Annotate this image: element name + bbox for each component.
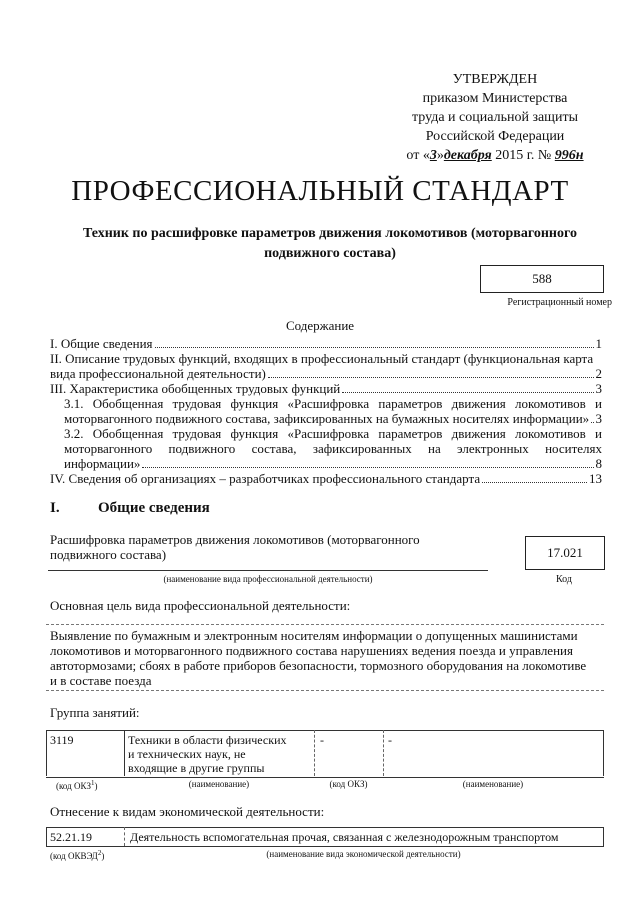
document-title: ПРОФЕССИОНАЛЬНЫЙ СТАНДАРТ: [71, 175, 569, 207]
activity-underline: [48, 570, 488, 571]
toc-page: 2: [595, 366, 602, 381]
toc: [50, 336, 602, 486]
okved-name: Деятельность вспомогательная прочая, связанная с железнодорожным транспортом: [130, 830, 559, 844]
okz-name-2: -: [388, 733, 392, 747]
handwritten-day: 3: [429, 148, 437, 163]
okz-code-2: -: [320, 733, 324, 747]
okz-code-1: 3119: [50, 733, 74, 747]
registration-number-box: 588: [480, 265, 604, 293]
section-title: Общие сведения: [98, 500, 210, 516]
toc-page: 3: [595, 381, 602, 396]
standard-subtitle: [50, 224, 610, 264]
date-year: 2015 г. №: [495, 148, 552, 163]
okz-name-caption: (наименование): [188, 779, 250, 789]
handwritten-number: 996н: [554, 148, 584, 163]
goal-bottom-border: [46, 690, 604, 691]
date-mid: »: [436, 148, 444, 163]
econ-label: Отнесение к видам экономической деятельности:: [50, 804, 325, 819]
toc-page: 13: [589, 471, 602, 486]
okved-code: 52.21.19: [50, 830, 92, 844]
toc-item-2[interactable]: II. Описание трудовых функций, входящих в профессиональный стандарт (функциональная карта вида профессиональной деятельности) 2: [50, 351, 602, 381]
toc-title: Содержание: [285, 318, 355, 333]
toc-page: 8: [595, 456, 602, 471]
section-number: I.: [50, 500, 60, 516]
goal-text: Выявление по бумажным и электронным носителям информации о допущенных машинистами локомотивов и моторвагонного подвижного состава нарушениях ведения поезда и управления автотормозами; сбоях в работе приборов безопасности, тормозного оборудования на локомотиве и в составе поезда: [50, 628, 587, 688]
approval-date-line: [380, 146, 610, 165]
toc-item-3[interactable]: III. Характеристика обобщенных трудовых функций 3: [50, 381, 602, 396]
activity-name: Расшифровка параметров движения локомотивов (моторвагонного подвижного состава): [50, 532, 420, 562]
activity-code-box: 17.021: [525, 536, 605, 570]
toc-page: 1: [595, 336, 602, 351]
toc-item-3-1[interactable]: 3.1. Обобщенная трудовая функция «Расшифровка параметров движения локомотивов и моторвагонного подвижного состава, зафиксированных на бумажных носителях информации» 3: [64, 396, 602, 426]
approval-block: [380, 70, 610, 165]
handwritten-month: декабря: [443, 148, 492, 163]
approval-line-3: труда и социальной защиты: [412, 110, 578, 125]
toc-item-3-2[interactable]: 3.2. Обобщенная трудовая функция «Расшифровка параметров движения локомотивов и моторвагонного подвижного состава, зафиксированных на электронных носителях информации» 8: [64, 426, 602, 471]
okz-code-caption: (код ОКЗ$^1$): [56, 779, 98, 791]
goal-label: Основная цель вида профессиональной деятельности:: [50, 598, 351, 613]
approval-line-2: приказом Министерства: [422, 91, 568, 106]
okz-name-1: Техники в области физических и технических наук, не входящие в другие группы: [128, 733, 287, 775]
approval-line-4: Российской Федерации: [425, 129, 565, 144]
group-label: Группа занятий:: [50, 705, 140, 720]
okved-code-caption: (код ОКВЭД$^2$): [50, 849, 105, 861]
subtitle-line-2: подвижного состава): [264, 246, 396, 261]
subtitle-line-1: Техник по расшифровке параметров движения локомотивов (моторвагонного: [82, 226, 578, 241]
code-caption: Код: [556, 574, 572, 585]
okved-name-caption: (наименование вида экономической деятельности): [266, 849, 461, 859]
section-heading: [50, 500, 210, 517]
toc-page: 3: [595, 411, 602, 426]
toc-item-1[interactable]: I. Общие сведения 1: [50, 336, 602, 351]
okz-code-caption-2: (код ОКЗ): [329, 779, 368, 789]
approval-line-1: УТВЕРЖДЕН: [452, 72, 538, 87]
registration-caption: Регистрационный номер: [507, 297, 612, 308]
activity-caption: (наименование вида профессиональной деятельности): [163, 574, 373, 584]
okz-name-caption-2: (наименование): [462, 779, 524, 789]
date-prefix: от «: [406, 148, 430, 163]
toc-item-4[interactable]: IV. Сведения об организациях – разработчиках профессионального стандарта 13: [50, 471, 602, 486]
goal-top-border: [46, 624, 604, 625]
